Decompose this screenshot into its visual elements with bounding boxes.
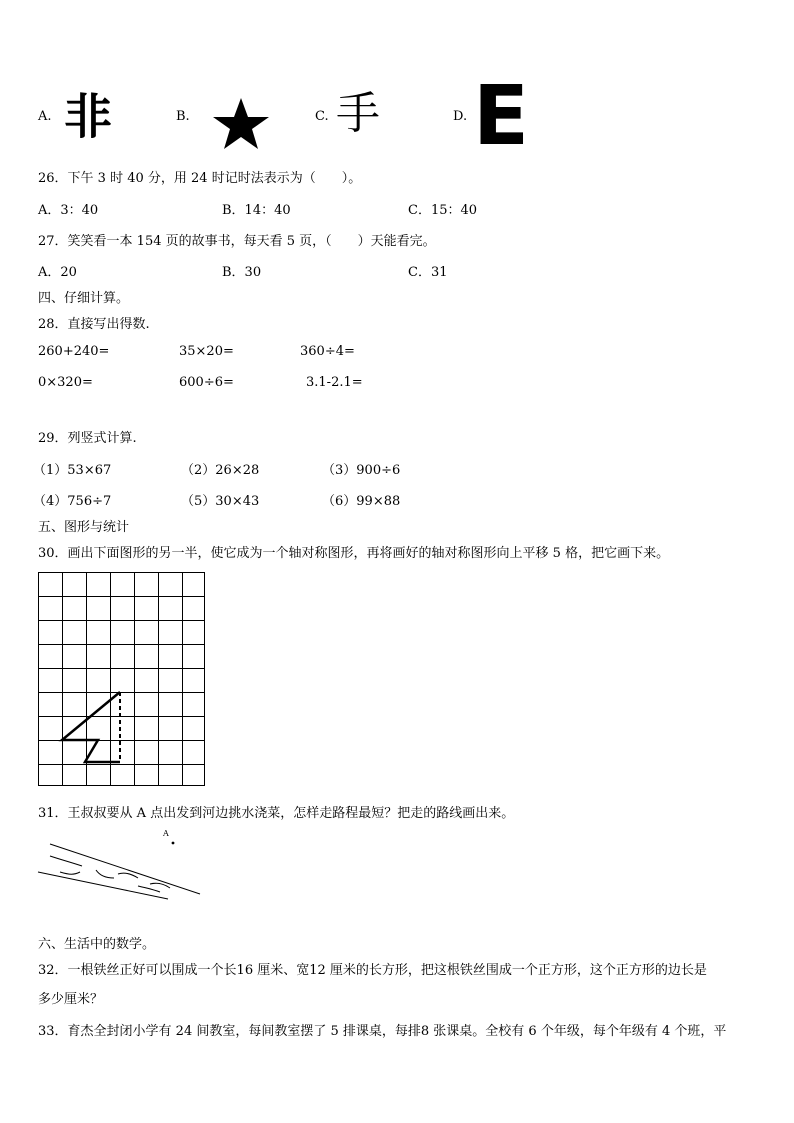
option-a-label: A. bbox=[38, 109, 52, 124]
option-d-symbol: E bbox=[473, 69, 530, 164]
point-a-label: A bbox=[163, 829, 169, 838]
option-c-label: C. bbox=[315, 109, 329, 124]
q31-stem: 31．王叔叔要从 A 点出发到河边挑水浇菜，怎样走路程最短？把走的路线画出来。 bbox=[38, 806, 515, 821]
q29-item: （6）99×88 bbox=[322, 494, 401, 509]
section-5-title: 五、图形与统计 bbox=[38, 520, 130, 535]
q26-option-c: C．15：40 bbox=[408, 203, 478, 218]
half-figure bbox=[62, 692, 120, 762]
option-c-symbol: 手 bbox=[336, 88, 380, 139]
q28-stem: 28．直接写出得数. bbox=[38, 317, 150, 332]
q29-item: （4）756÷7 bbox=[33, 494, 112, 509]
q29-item: （2）26×28 bbox=[181, 463, 260, 478]
q32-line2: 多少厘米？ bbox=[38, 992, 104, 1007]
q28-item: 360÷4= bbox=[300, 344, 355, 359]
grid-figure[interactable] bbox=[36, 570, 208, 789]
q28-item: 600÷6= bbox=[179, 375, 234, 390]
q27-option-a: A．20 bbox=[38, 265, 77, 280]
q30-stem: 30．画出下面图形的另一半，使它成为一个轴对称图形，再将画好的轴对称图形向上平移 5 格，把它画下来。 bbox=[38, 546, 670, 561]
q26-stem: 26．下午 3 时 40 分，用 24 时记时法表示为（ ）。 bbox=[38, 171, 362, 186]
q28-item: 3.1-2.1= bbox=[306, 375, 363, 390]
q27-option-c: C．31 bbox=[408, 265, 448, 280]
q27-option-b: B．30 bbox=[222, 265, 262, 280]
option-d-label: D. bbox=[453, 109, 468, 124]
option-a-symbol: 非 bbox=[64, 89, 113, 145]
q27-stem: 27．笑笑看一本 154 页的故事书，每天看 5 页，（ ）天能看完。 bbox=[38, 234, 436, 249]
q28-item: 0×320= bbox=[38, 375, 93, 390]
river-drawing[interactable] bbox=[34, 842, 204, 900]
q29-item: （3）900÷6 bbox=[322, 463, 401, 478]
section-4-title: 四、仔细计算。 bbox=[38, 291, 130, 306]
q28-item: 35×20= bbox=[179, 344, 234, 359]
q29-item: （1）53×67 bbox=[33, 463, 112, 478]
section-6-title: 六、生活中的数学。 bbox=[38, 937, 156, 952]
q32-line1: 32．一根铁丝正好可以围成一个长16 厘米、宽12 厘米的长方形，把这根铁丝围成一个正方形，这个正方形的边长是 bbox=[38, 963, 707, 978]
q33-line1: 33．育杰全封闭小学有 24 间教室，每间教室摆了 5 排课桌，每排8 张课桌。全校有 6 个年级，每个年级有 4 个班，平 bbox=[38, 1024, 727, 1039]
q29-stem: 29．列竖式计算. bbox=[38, 431, 137, 446]
q28-item: 260+240= bbox=[38, 344, 110, 359]
star-icon bbox=[210, 96, 272, 152]
q26-option-a: A．3：40 bbox=[38, 203, 99, 218]
q26-option-b: B．14：40 bbox=[222, 203, 291, 218]
option-b-label: B. bbox=[176, 109, 190, 124]
river-bank-upper bbox=[50, 844, 200, 894]
q29-item: （5）30×43 bbox=[181, 494, 260, 509]
